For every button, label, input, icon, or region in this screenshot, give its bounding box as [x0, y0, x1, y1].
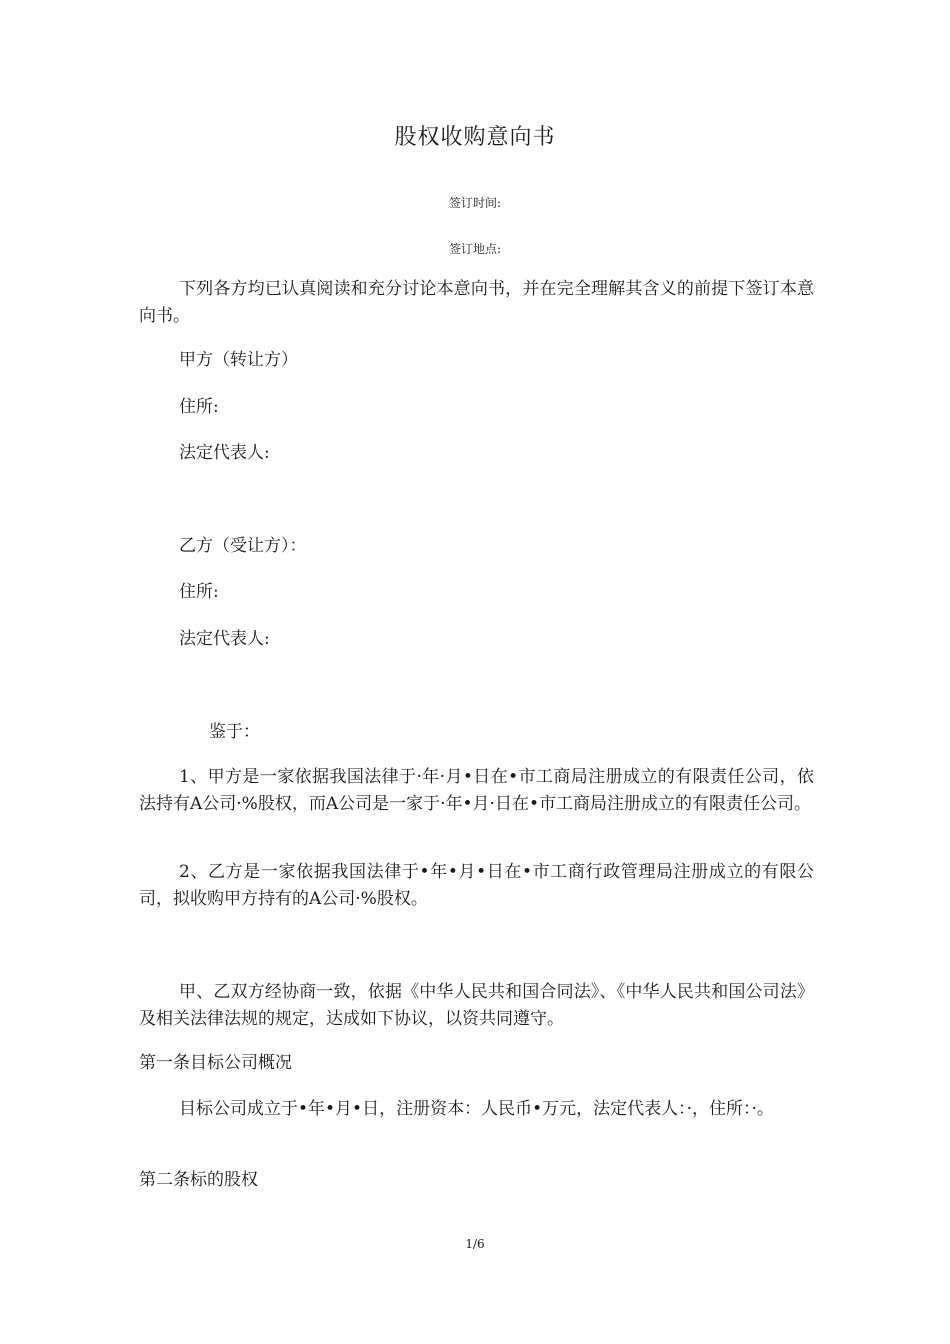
whereas-heading: 鉴于： — [209, 722, 260, 742]
party-a-representative-label: 法定代表人: — [179, 443, 270, 463]
party-b-representative-label: 法定代表人: — [179, 629, 270, 649]
recital-2-paragraph: 2、乙方是一家依据我国法律于•年•月•日在•市工商行政管理局注册成立的有限公司，拟收购甲方持有的A公司·%股权。 — [139, 862, 814, 909]
document-title: 股权收购意向书 — [394, 125, 556, 150]
intro-paragraph: 下列各方均已认真阅读和充分讨论本意向书，并在完全理解其含义的前提下签订本意向书。 — [139, 279, 814, 326]
sign-time-label: 签订时间: — [448, 196, 502, 210]
agreement-intro-paragraph: 甲、乙双方经协商一致，依据《中华人民共和国合同法》、《中华人民共和国公司法》及相关法律法规的规定，达成如下协议，以资共同遵守。 — [139, 982, 814, 1029]
party-b-address-label: 住所: — [179, 582, 219, 602]
party-a-address-label: 住所: — [179, 397, 219, 417]
page-number: 1/6 — [465, 1237, 485, 1251]
article-1-heading: 第一条目标公司概况 — [139, 1053, 292, 1073]
sign-place-label: 签订地点: — [448, 242, 502, 256]
party-a-heading: 甲方（转让方） — [179, 350, 298, 370]
party-b-heading: 乙方（受让方）： — [179, 536, 307, 556]
article-2-heading: 第二条标的股权 — [139, 1170, 258, 1190]
recital-1-paragraph: 1、甲方是一家依据我国法律于·年·月•日在•市工商局注册成立的有限责任公司，依法持有A公司·%股权，而A公司是一家于·年•月·日在•市工商局注册成立的有限责任公司。 — [139, 767, 814, 814]
article-1-body: 目标公司成立于•年•月•日，注册资本：人民币•万元，法定代表人：·，住所：·。 — [179, 1099, 774, 1119]
